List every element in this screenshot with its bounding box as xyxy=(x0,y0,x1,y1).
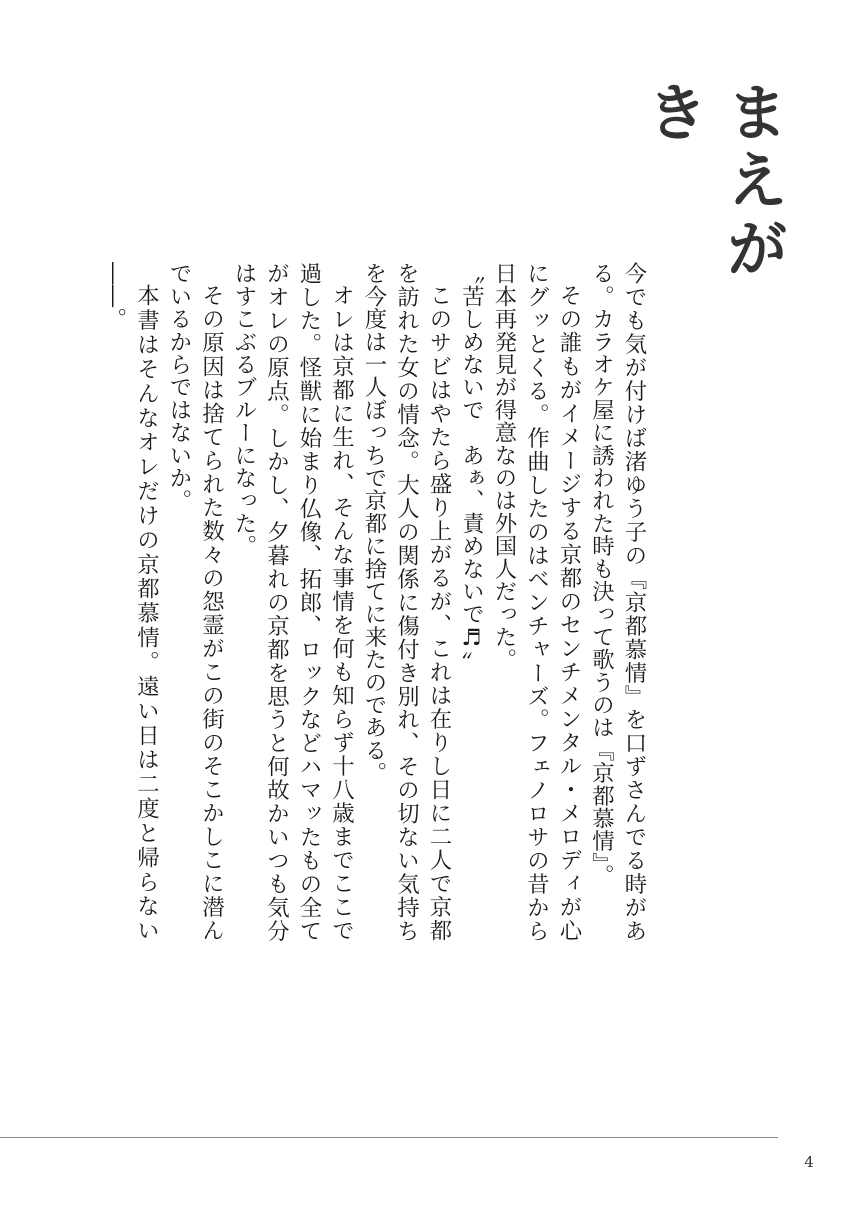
body-text xyxy=(101,262,650,942)
paragraph-2: その誰もがイメージする京都のセンチメンタル・メロディが心にグッとくる。作曲したのはベンチャーズ。フェノロサの昔から日本再発見が得意なのは外国人だった。 xyxy=(491,262,582,942)
paragraph-1: 今でも気が付けば渚ゆう子の『京都慕情』を口ずさんでる時がある。カラオケ屋に誘われた時も決って歌うのは『京都慕情』。 xyxy=(588,262,647,942)
lyric-quote: 〝苦しめないで あぁ、責めないで♬〟 xyxy=(458,262,485,675)
paragraph-3: このサビはやたら盛り上がるが、これは在りし日に二人で京都を訪れた女の情念。大人の関係に傷付き別れ、その切ない気持ちを今度は一人ぼっちで京都に捨てに来たのである。 xyxy=(361,262,452,942)
page-number: 4 xyxy=(804,1153,814,1171)
paragraph-5: その原因は捨てられた数々の怨霊がこの街のそこかしこに潜んでいるからではないか。 xyxy=(166,262,225,942)
paragraph-6: 本書はそんなオレだけの京都慕情。遠い日は二度と帰らない――。 xyxy=(101,262,160,942)
page-title: まえがき xyxy=(636,80,789,284)
paragraph-4: オレは京都に生れ、そんな事情を何も知らず十八歳までここで過した。怪獣に始まり仏像、拓郎、ロックなどハマッたもの全てがオレの原点。しかし、夕暮れの京都を思うと何故かいつも気分はすこぶるブルーになった。 xyxy=(231,262,355,942)
footer-rule xyxy=(0,1137,778,1138)
